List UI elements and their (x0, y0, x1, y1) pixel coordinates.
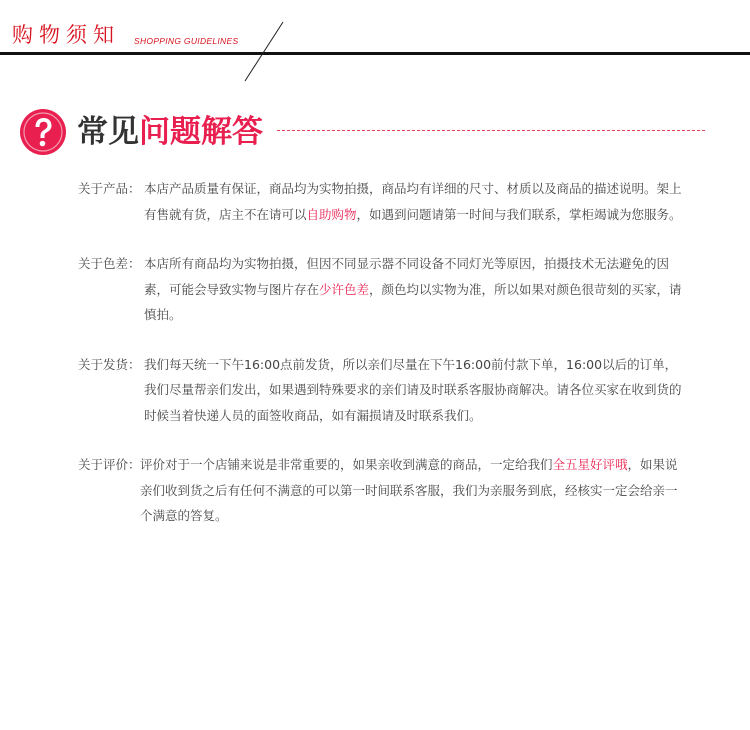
faq-text-before: 评价对于一个店铺来说是非常重要的，如果亲收到满意的商品，一定给我们 (140, 457, 553, 472)
faq-text-after: ，如果说亲们收到货之后有任何不满意的可以第一时间联系客服，我们为亲服务到底，经核实一定会给亲一个满意的答复。 (140, 457, 678, 523)
faq-item-label: 关于评价： (78, 457, 141, 472)
faq-highlight-self-service: 自助购物 (306, 206, 357, 222)
faq-heading (19, 108, 719, 158)
header-subtitle: SHOPPING GUIDELINES (134, 36, 239, 46)
faq-item-review (0, 452, 750, 529)
faq-list (0, 176, 750, 553)
faq-item-color (0, 251, 750, 328)
faq-text-before: 我们每天统一下午16:00点前发货，所以亲们尽量在下午16:00前付款下单，16:00以后的订单，我们尽量帮亲们发出，如果遇到特殊要求的亲们请及时联系客服协商解决。请各位买家在收到货的时候当着快递人员的面签收商品，如有漏损请及时联系我们。 (144, 356, 682, 423)
faq-item-label: 关于产品： (78, 181, 141, 196)
faq-text-after: ，如遇到问题请第一时间与我们联系，掌柜竭诚为您服务。 (356, 206, 682, 222)
page-header (0, 0, 750, 60)
faq-text-before: 本店产品质量有保证，商品均为实物拍摄，商品均有详细的尺寸、材质以及商品的描述说明。架上有售就有货，店主不在请可以 (144, 181, 682, 222)
faq-item-text (140, 452, 680, 529)
faq-title-part2: 问题解答 (139, 114, 263, 150)
faq-item-text (144, 176, 684, 227)
faq-highlight-five-star: 全五星好评哦 (552, 457, 628, 472)
faq-item-product (0, 176, 750, 227)
faq-item-text (144, 251, 684, 328)
faq-text-after: ，颜色均以实物为准，所以如果对颜色很苛刻的买家，请慎拍。 (144, 281, 682, 322)
faq-item-shipping (0, 352, 750, 429)
header-slash-decoration (0, 0, 750, 90)
faq-highlight-color-difference: 少许色差 (319, 281, 370, 297)
header-title: 购物须知 (12, 23, 120, 47)
faq-item-label: 关于色差： (78, 256, 141, 271)
faq-text-before: 本店所有商品均为实物拍摄，但因不同显示器不同设备不同灯光等原因，拍摄技术无法避免的因素，可能会导致实物与图片存在 (144, 256, 670, 297)
question-mark-icon (19, 108, 67, 156)
dashed-divider (277, 130, 705, 131)
faq-title-part1: 常见 (77, 114, 139, 150)
faq-item-label: 关于发货： (78, 356, 141, 372)
faq-title (77, 110, 263, 154)
faq-item-text (144, 352, 684, 429)
